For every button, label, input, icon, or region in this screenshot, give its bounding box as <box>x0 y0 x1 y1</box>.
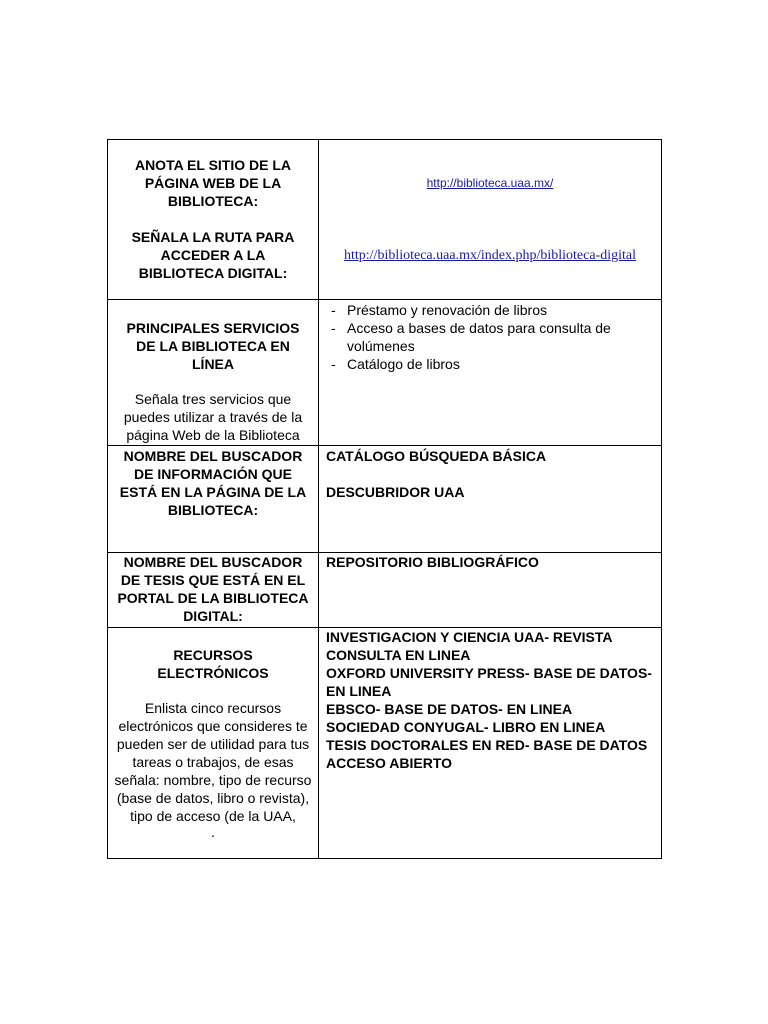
services-list <box>325 301 657 373</box>
table-row <box>108 300 662 446</box>
digital-library-link[interactable]: http://biblioteca.uaa.mx/index.php/biblioteca-digital <box>344 248 636 263</box>
list-item: - Catálogo de libros <box>325 355 657 373</box>
resources-instructions: Enlista cinco recursos electrónicos que consideres te pueden ser de utilidad para tus tareas o trabajos, de esas señala: nombre, tipo de recurso (base de datos, libro o revista), tipo de acceso (de la UAA, <box>114 700 312 824</box>
search-engine-label-cell <box>108 446 319 553</box>
library-website-link[interactable]: http://biblioteca.uaa.mx/ <box>426 176 554 190</box>
table-row <box>108 553 662 628</box>
list-item: OXFORD UNIVERSITY PRESS- BASE DE DATOS- EN LINEA <box>326 665 652 699</box>
list-item: TESIS DOCTORALES EN RED- BASE DE DATOS ACCESO ABIERTO <box>326 737 648 771</box>
thesis-engine-answer: REPOSITORIO BIBLIOGRÁFICO <box>326 554 539 570</box>
website-answer-cell <box>319 140 662 300</box>
list-item: - Préstamo y renovación de libros <box>325 301 657 319</box>
table-row <box>108 140 662 300</box>
list-item: - Acceso a bases de datos para consulta de volúmenes <box>325 319 657 355</box>
resources-label-cell <box>108 628 319 859</box>
list-item: EBSCO- BASE DE DATOS- EN LINEA <box>326 701 573 717</box>
website-label-cell <box>108 140 319 300</box>
search-engine-answer-1: CATÁLOGO BÚSQUEDA BÁSICA <box>326 448 547 464</box>
services-label-cell <box>108 300 319 446</box>
resources-dot: . <box>211 824 215 840</box>
search-engine-question: NOMBRE DEL BUSCADOR DE INFORMACIÓN QUE ESTÁ EN LA PÁGINA DE LA BIBLIOTECA: <box>119 448 307 518</box>
services-instructions: Señala tres servicios que puedes utilizar a través de la página Web de la Biblioteca <box>123 391 303 443</box>
search-engine-answer-2: DESCUBRIDOR UAA <box>326 484 465 500</box>
services-answer-cell <box>319 300 662 446</box>
resources-answer-cell <box>319 628 662 859</box>
digital-route-question: SEÑALA LA RUTA PARA ACCEDER A LA BIBLIOTECA DIGITAL: <box>131 229 295 281</box>
table-row <box>108 446 662 553</box>
thesis-engine-answer-cell <box>319 553 662 628</box>
resources-question: RECURSOS ELECTRÓNICOS <box>157 647 269 681</box>
thesis-engine-label-cell <box>108 553 319 628</box>
list-item: SOCIEDAD CONYUGAL- LIBRO EN LINEA <box>326 719 606 735</box>
library-form-table <box>107 139 662 859</box>
thesis-engine-question: NOMBRE DEL BUSCADOR DE TESIS QUE ESTÁ EN EL PORTAL DE LA BIBLIOTECA DIGITAL: <box>117 554 309 624</box>
table-row <box>108 628 662 859</box>
website-question: ANOTA EL SITIO DE LA PÁGINA WEB DE LA BIBLIOTECA: <box>134 157 292 209</box>
list-item: INVESTIGACION Y CIENCIA UAA- REVISTA CONSULTA EN LINEA <box>326 629 612 663</box>
resources-list <box>326 628 655 772</box>
services-question: PRINCIPALES SERVICIOS DE LA BIBLIOTECA EN LÍNEA <box>126 320 300 372</box>
search-engine-answer-cell <box>319 446 662 553</box>
